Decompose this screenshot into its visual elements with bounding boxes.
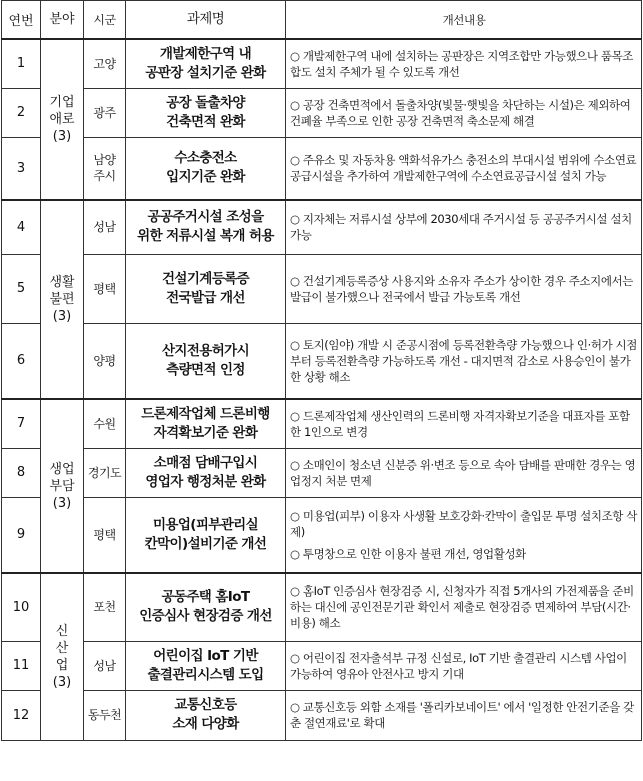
row-no: 10	[2, 573, 41, 641]
task-cell	[126, 399, 286, 448]
table-row	[2, 137, 642, 200]
task-title: 소매점 담배구입시 영업자 행정처분 완화	[145, 454, 266, 490]
city-label: 동두천	[87, 708, 122, 722]
header-city: 시군	[84, 1, 126, 40]
row-no: 8	[2, 448, 41, 497]
field-label: 기업 애로 (3)	[49, 95, 75, 144]
task-cell	[126, 254, 286, 323]
row-no: 2	[2, 88, 41, 137]
task-cell	[126, 641, 286, 690]
table-row	[2, 88, 642, 137]
desc-item: ○ 교통신호등 외함 소재를 '폴리카보네이트' 에서 '일정한 안전기준을 갖춘 절연재료'로 확대	[290, 700, 634, 730]
city-cell	[84, 573, 126, 641]
city-label: 경기도	[87, 465, 122, 480]
header-no: 연번	[2, 1, 41, 40]
row-no: 5	[2, 254, 41, 323]
desc-cell	[286, 323, 642, 399]
task-cell	[126, 497, 286, 573]
desc-cell	[286, 690, 642, 740]
task-title: 공공주거시설 조성을 위한 저류시설 복개 허용	[137, 209, 274, 245]
task-title: 건설기계등록증 전국발급 개선	[161, 270, 250, 306]
city-label: 고양	[93, 56, 116, 71]
task-cell	[126, 88, 286, 137]
task-cell	[126, 690, 286, 740]
city-label: 성남	[93, 220, 116, 235]
row-no: 9	[2, 497, 41, 573]
desc-cell	[286, 399, 642, 448]
task-cell	[126, 200, 286, 254]
table-row	[2, 497, 642, 573]
city-label: 평택	[93, 527, 116, 542]
desc-item: ○ 투명창으로 인한 이용자 불편 개선, 영업활성화	[290, 546, 526, 561]
city-cell	[84, 448, 126, 497]
city-cell	[84, 200, 126, 254]
desc-item: ○ 홈IoT 인증심사 현장검증 시, 신청자가 직접 5개사의 가전제품을 준비하는 대신에 공인전문기관 확인서 제출로 현장검증 면제하여 부담(시간·비용) 해소	[290, 584, 634, 631]
task-cell	[126, 573, 286, 641]
desc-item: ○ 미용업(피부) 이용자 사생활 보호강화·칸막이 출입문 투명 설치조항 삭제)	[290, 508, 637, 539]
table-row	[2, 448, 642, 497]
task-cell	[126, 39, 286, 88]
desc-cell	[286, 254, 642, 323]
task-title: 산지전용허가시 측량면적 인정	[161, 342, 250, 378]
city-label: 남양 주시	[93, 153, 116, 184]
desc-cell	[286, 497, 642, 573]
table-row	[2, 641, 642, 690]
header-field: 분야	[41, 1, 84, 40]
desc-cell	[286, 573, 642, 641]
city-cell	[84, 137, 126, 200]
row-no: 3	[2, 137, 41, 200]
row-no: 1	[2, 39, 41, 88]
regulation-table	[1, 0, 642, 741]
desc-item: ○ 드론제작업체 생산인력의 드론비행 자격자확보기준을 대표자를 포함한 1인으로 변경	[290, 408, 630, 439]
field-cell	[41, 39, 84, 200]
desc-cell	[286, 448, 642, 497]
task-title: 공동주택 홈IoT 인증심사 현장검증 개선	[139, 589, 272, 625]
table-row	[2, 254, 642, 323]
field-label: 생업 부담 (3)	[49, 461, 75, 511]
row-no: 12	[2, 690, 41, 740]
desc-cell	[286, 641, 642, 690]
header-row	[2, 1, 642, 40]
task-title: 공장 돌출차양 건축면적 완화	[166, 94, 245, 130]
city-label: 양평	[93, 353, 116, 368]
task-title: 수소충전소 입지기준 완화	[166, 150, 245, 186]
row-no: 6	[2, 323, 41, 399]
field-label: 신 산 업 (3)	[52, 623, 72, 690]
desc-item: ○ 개발제한구역 내에 설치하는 공판장은 지역조합만 가능했으나 품목조합도 설치 주체가 될 수 있도록 개선	[290, 48, 633, 79]
desc-item: ○ 주유소 및 자동차용 액화석유가스 충전소의 부대시설 범위에 수소연료공급시설을 추가하여 개발제한구역에 수소연료공급시설 설치 가능	[290, 153, 637, 184]
city-cell	[84, 497, 126, 573]
desc-cell	[286, 39, 642, 88]
city-cell	[84, 254, 126, 323]
task-cell	[126, 323, 286, 399]
desc-cell	[286, 88, 642, 137]
city-label: 성남	[93, 658, 116, 673]
city-label: 포천	[93, 600, 116, 615]
desc-item: ○ 소매인이 청소년 신분증 위·변조 등으로 속아 담배를 판매한 경우는 영업정지 처분 면제	[290, 457, 636, 488]
desc-item: ○ 어린이집 전자출석부 규정 신설로, IoT 기반 출결관리 시스템 사업이 가능하여 영유아 안전사고 방지 기대	[290, 650, 627, 681]
task-title: 드론제작업체 드론비행 자격확보기준 완화	[141, 405, 270, 441]
task-title: 미용업(피부관리실 칸막이)설비기준 개선	[144, 516, 267, 552]
task-cell	[126, 448, 286, 497]
desc-cell	[286, 200, 642, 254]
table-row	[2, 399, 642, 448]
desc-cell	[286, 137, 642, 200]
desc-item: ○ 건설기계등록증상 사용지와 소유자 주소가 상이한 경우 주소지에서는 발급이 불가했으나 전국에서 발급 가능토록 개선	[290, 273, 633, 304]
city-label: 평택	[93, 281, 116, 296]
city-label: 광주	[93, 105, 116, 120]
desc-item: ○ 지자체는 저류시설 상부에 2030세대 주거시설 등 공공주거시설 설치가능	[290, 212, 632, 243]
header-desc: 개선내용	[286, 1, 642, 40]
table-row	[2, 39, 642, 88]
task-title: 교통신호등 소재 다양화	[172, 697, 239, 732]
field-cell	[41, 573, 84, 740]
city-cell	[84, 323, 126, 399]
field-label: 생활 불편 (3)	[49, 275, 75, 324]
task-title: 개발제한구역 내 공판장 설치기준 완화	[145, 45, 266, 81]
field-cell	[41, 200, 84, 399]
table-row	[2, 573, 642, 641]
city-cell	[84, 88, 126, 137]
field-cell	[41, 399, 84, 573]
desc-item: ○ 공장 건축면적에서 돌출차양(빛물·햇빛을 차단하는 시설)은 제외하여 건폐율 부족으로 인한 공장 건축면적 축소문제 해결	[290, 97, 631, 128]
city-cell	[84, 399, 126, 448]
table-row	[2, 323, 642, 399]
task-title: 어린이집 IoT 기반 출결관리시스템 도입	[147, 647, 264, 683]
desc-item: ○ 토지(임야) 개발 시 준공시점에 등록전환측량 가능했으나 인·허가 시점부터 등록전환측량 가능하도록 개선 - 대지면적 감소로 사용승인이 불가한 상황 해소	[290, 337, 637, 384]
row-no: 4	[2, 200, 41, 254]
table-row	[2, 200, 642, 254]
table-row	[2, 690, 642, 740]
row-no: 7	[2, 399, 41, 448]
row-no: 11	[2, 641, 41, 690]
header-task: 과제명	[126, 1, 286, 40]
city-cell	[84, 39, 126, 88]
city-cell	[84, 690, 126, 740]
city-cell	[84, 641, 126, 690]
city-label: 수원	[93, 416, 116, 431]
task-cell	[126, 137, 286, 200]
